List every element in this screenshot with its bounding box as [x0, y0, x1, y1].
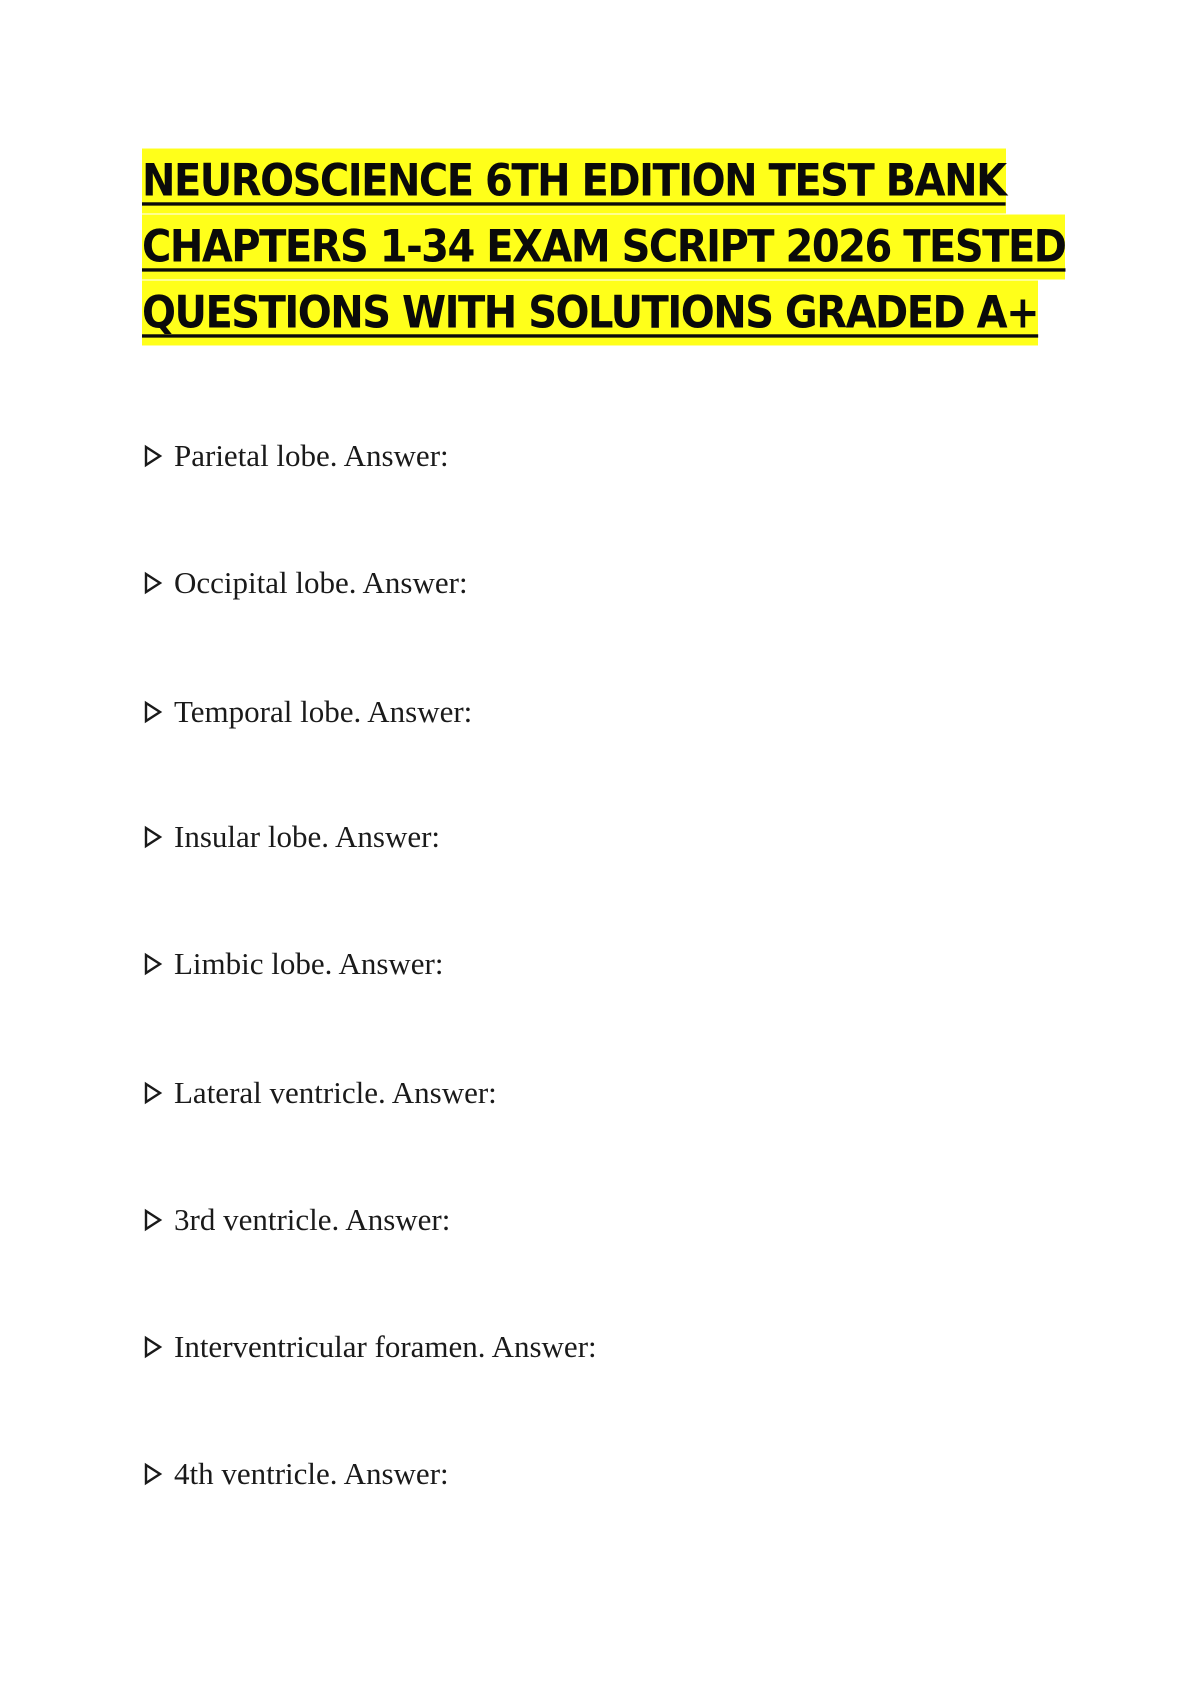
question-text: Interventricular foramen. Answer:	[174, 1329, 597, 1364]
question-text: Temporal lobe. Answer:	[174, 694, 473, 729]
title-line-3	[142, 284, 1082, 342]
question-item-parietal-lobe	[142, 436, 449, 476]
question-item-3rd-ventricle	[142, 1200, 450, 1240]
title-line-1	[142, 152, 1082, 210]
document-title	[142, 152, 1082, 350]
question-text: Lateral ventricle. Answer:	[174, 1075, 497, 1110]
question-item-interventricular-foramen	[142, 1327, 597, 1367]
title-line-2	[142, 218, 1082, 276]
question-item-insular-lobe	[142, 817, 440, 857]
question-item-limbic-lobe	[142, 944, 443, 984]
question-text: 4th ventricle. Answer:	[174, 1456, 449, 1491]
title-line-3-text: QUESTIONS WITH SOLUTIONS GRADED A+	[142, 281, 1038, 346]
arrow-right-icon	[142, 698, 164, 726]
arrow-right-icon	[142, 1460, 164, 1488]
question-text: Limbic lobe. Answer:	[174, 946, 444, 981]
question-item-occipital-lobe	[142, 563, 468, 603]
question-text: Parietal lobe. Answer:	[174, 438, 449, 473]
question-text: Insular lobe. Answer:	[174, 819, 441, 854]
arrow-right-icon	[142, 823, 164, 851]
title-line-2-text: CHAPTERS 1-34 EXAM SCRIPT 2026 TESTED	[142, 215, 1065, 280]
arrow-right-icon	[142, 950, 164, 978]
arrow-right-icon	[142, 569, 164, 597]
arrow-right-icon	[142, 1333, 164, 1361]
question-text: Occipital lobe. Answer:	[174, 565, 468, 600]
arrow-right-icon	[142, 1079, 164, 1107]
question-item-temporal-lobe	[142, 692, 472, 732]
question-item-4th-ventricle	[142, 1454, 449, 1494]
question-item-lateral-ventricle	[142, 1073, 497, 1113]
arrow-right-icon	[142, 442, 164, 470]
question-text: 3rd ventricle. Answer:	[174, 1202, 451, 1237]
title-line-1-text: NEUROSCIENCE 6TH EDITION TEST BANK	[142, 149, 1006, 214]
arrow-right-icon	[142, 1206, 164, 1234]
